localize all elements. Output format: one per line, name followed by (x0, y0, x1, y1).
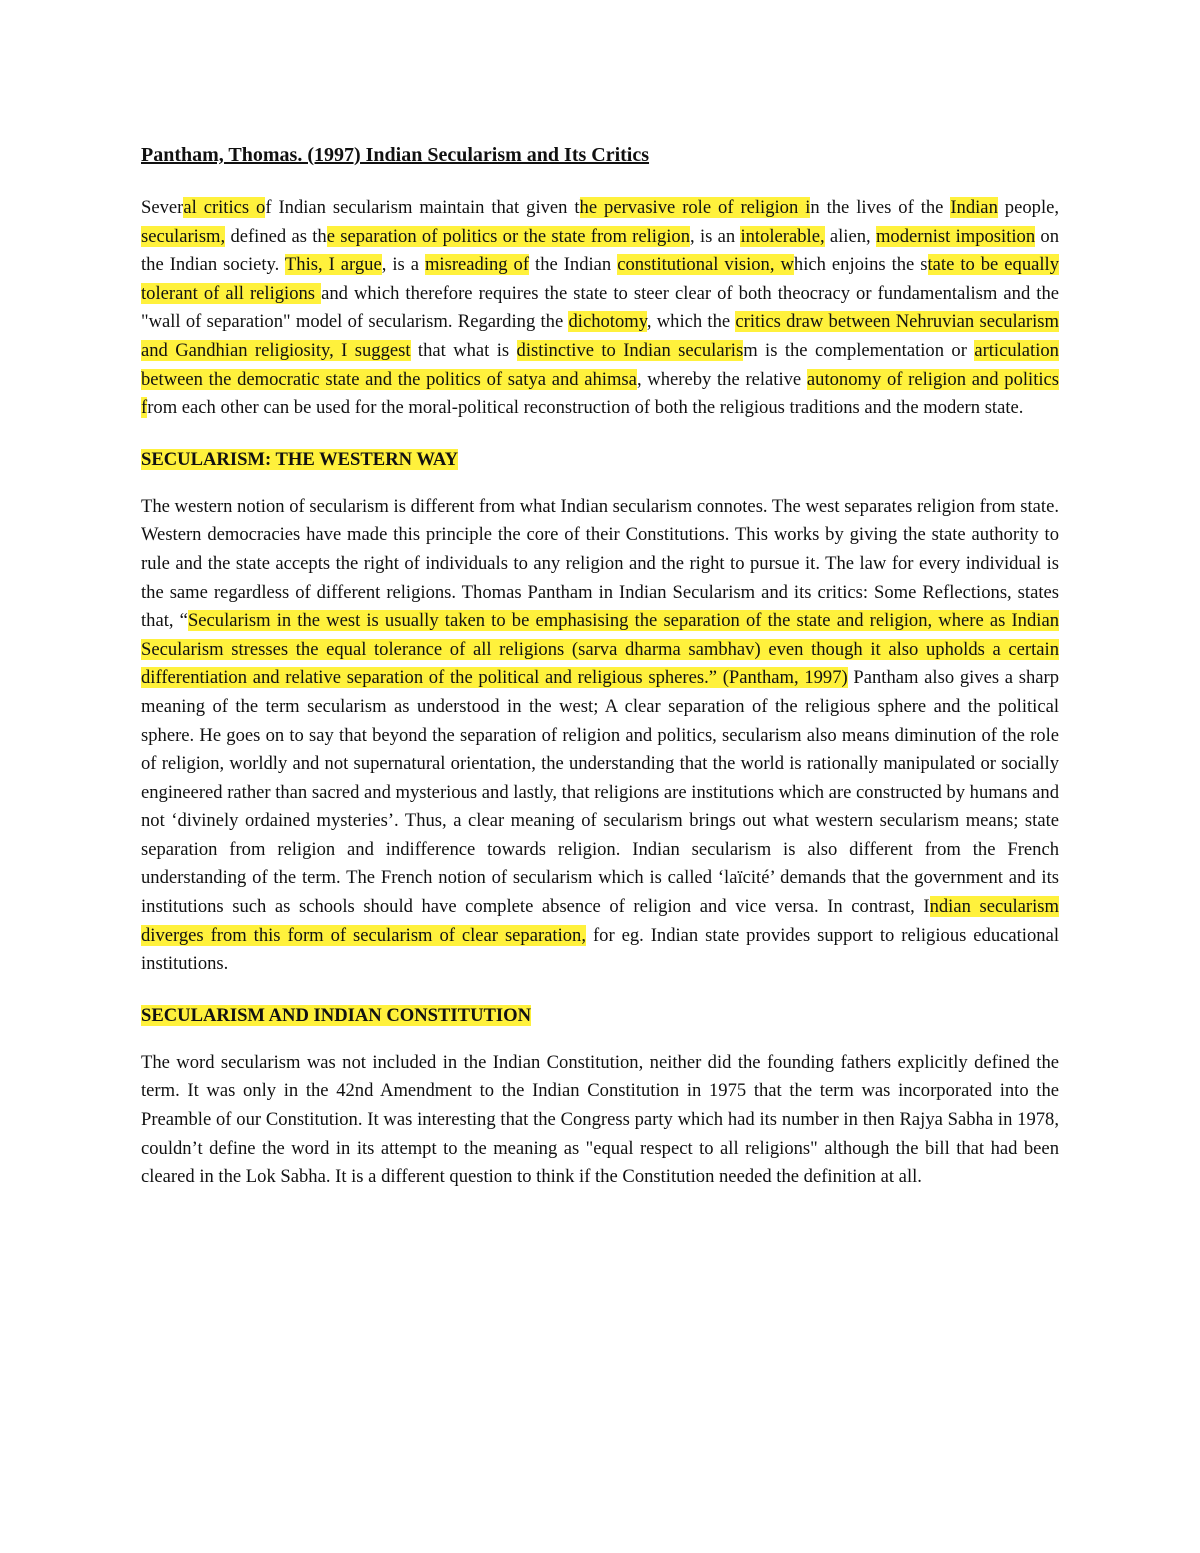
body-text: , is an (690, 225, 741, 247)
indian-constitution-paragraph: The word secularism was not included in the Indian Constitution, neither did the founding fathers explicitly defined the term. It was only in the 42nd Amendment to the Indian Constitution in 1975 that the term was incorporated into the Preamble of our Constitution. It was interesting that the Congress party which had its number in then Rajya Sabha in 1978, couldn’t define the word in its attempt to the meaning as "equal respect to all religions" although the bill that had been cleared in the Lok Sabha. It is a different question to think if the Constitution needed the definition at all. (141, 1051, 1059, 1188)
section-heading-western-way (141, 445, 1059, 475)
highlighted-text: modernist imposition (875, 225, 1036, 247)
body-text: The western notion of secularism is different from what Indian secularism connotes. The west separates religion from state. Western democracies have made this principle the core of their Constitutions. This works by giving the state authority to rule and the state accepts the right of individuals to any religion and the right to pursue it. The law for every individual is the same regardless of different religions. Thomas Pantham in Indian Secularism and its critics: Some Reflections, states that, “ (141, 495, 1059, 632)
intro-paragraph (141, 194, 1059, 423)
highlighted-text: constitutional vision, w (617, 254, 794, 276)
body-text: for eg. Indian state provides support to religious educational institutions. (141, 924, 1059, 975)
section-heading-indian-constitution-text: SECULARISM AND INDIAN CONSTITUTION (141, 1004, 532, 1026)
highlighted-text: distinctive to Indian secularis (516, 339, 744, 361)
highlighted-text: intolerable, (740, 225, 825, 247)
body-text: Sever (141, 197, 184, 218)
body-text: Pantham also gives a sharp meaning of the term secularism as understood in the west; A clear separation of the religious sphere and the political sphere. He goes on to say that beyond the separation of religion and politics, secularism also means diminution of the role of religion, worldly and not supernatural orientation, the understanding that the world is rationally manipulated or socially engineered rather than sacred and mysterious and lastly, that religions are institutions which are constructed by humans and not ‘divinely ordained mysteries’. Thus, a clear meaning of secularism brings out what western secularism means; state separation from religion and indifference towards religion. Indian secularism is also different from the French understanding of the term. The French notion of secularism which is called ‘laïcité’ demands that the government and its institutions such as schools should have complete absence of religion and vice versa. In contrast, I (141, 667, 1059, 918)
body-text: f Indian secularism maintain that given t (265, 197, 580, 218)
body-text: , whereby the relative (636, 368, 807, 390)
highlighted-text: articulation between the democratic state and the politics of satya and ahimsa (141, 339, 1059, 390)
section-heading-indian-constitution (141, 1001, 1059, 1031)
highlighted-text: he pervasive role of religion i (579, 197, 811, 218)
body-text: , is a (381, 254, 425, 276)
body-text: rom each other can be used for the moral-political reconstruction of both the religious traditions and the modern state. (147, 397, 1024, 419)
highlighted-text: e separation of politics or the state from religion (326, 225, 691, 247)
highlighted-text: Secularism in the west is usually taken to be emphasising the separation of the state and religion, where as Indian Secularism stresses the equal tolerance of all religions (sarva dharma sambhav) even though it also upholds a certain differentiation and relative separation of the political and religious spheres.” (Pantham, 1997) (141, 610, 1059, 689)
body-text: defined as th (225, 225, 327, 247)
body-text: , which the (646, 311, 736, 333)
highlighted-text: secularism, (141, 225, 226, 247)
highlighted-text: Indian (950, 197, 998, 218)
highlighted-text: al critics o (183, 197, 266, 218)
western-way-paragraph (141, 493, 1059, 979)
document-title: Pantham, Thomas. (1997) Indian Secularism and Its Critics (141, 144, 650, 166)
highlighted-text: autonomy of religion and politics f (141, 368, 1060, 419)
body-text: on the Indian society. (141, 225, 1059, 276)
body-text: the Indian (529, 254, 618, 276)
body-text: that what is (410, 339, 517, 361)
body-text: m is the complementation or (743, 339, 975, 361)
highlighted-text: dichotomy (568, 311, 647, 333)
highlighted-text: tate to be equally tolerant of all religions (141, 254, 1060, 304)
highlighted-text: misreading of (424, 254, 530, 276)
highlighted-text: ndian secularism diverges from this form of secularism of clear separation, (141, 896, 1059, 946)
highlighted-text: critics draw between Nehruvian secularism and Gandhian religiosity, I suggest (141, 311, 1059, 361)
body-text: alien, (824, 225, 876, 247)
body-text: n the lives of the (810, 197, 951, 218)
section-heading-western-way-text: SECULARISM: THE WESTERN WAY (141, 448, 459, 470)
body-text: people, (997, 197, 1060, 218)
body-text: hich enjoins the s (793, 254, 928, 276)
highlighted-text: This, I argue (284, 254, 382, 276)
body-text: and which therefore requires the state to steer clear of both theocracy or fundamentalism and the "wall of separation" model of secularism. Regarding the (141, 282, 1059, 333)
document-page (141, 138, 1059, 1192)
